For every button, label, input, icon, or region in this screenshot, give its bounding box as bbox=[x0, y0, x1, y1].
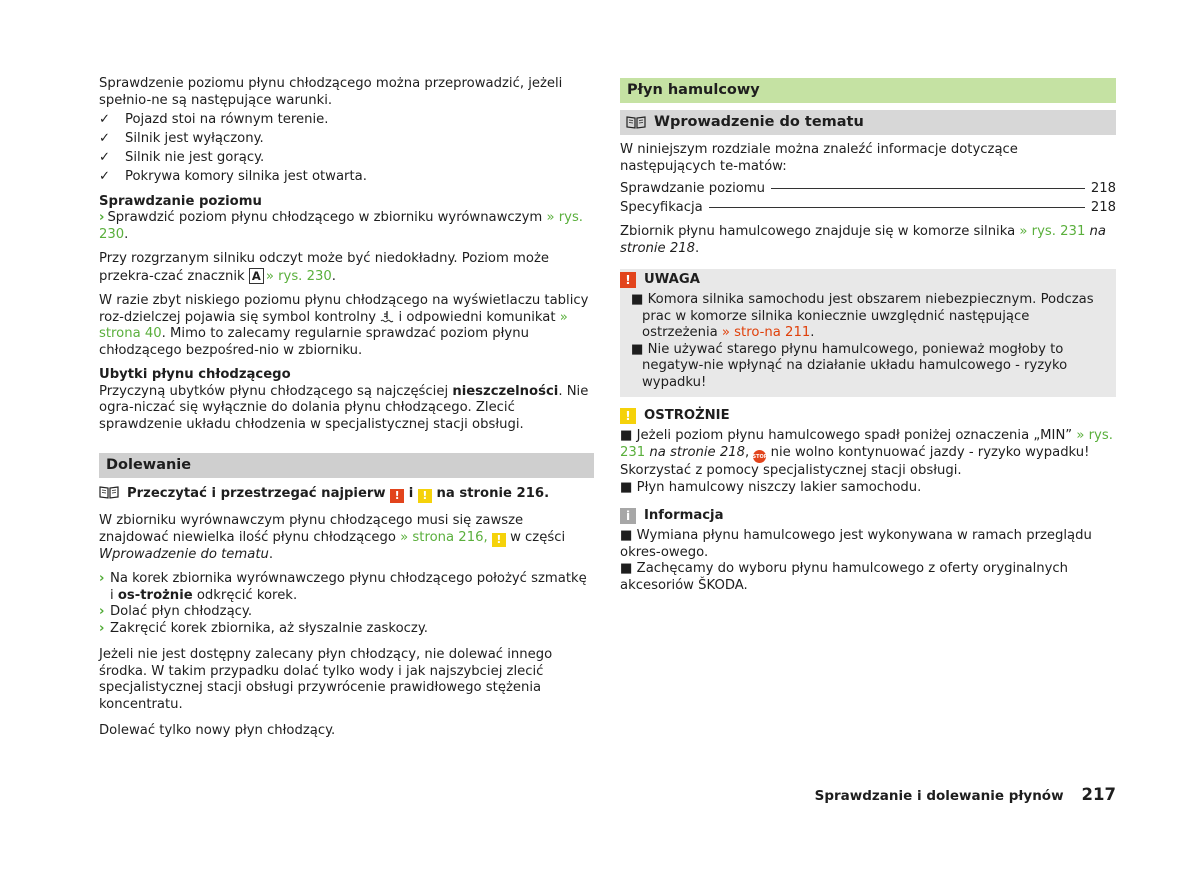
figure-link[interactable]: » rys. 231 bbox=[620, 428, 1113, 460]
caution-box bbox=[620, 407, 1116, 496]
list-item: ■ Jeżeli poziom płynu hamulcowego spadł poniżej oznaczenia „MIN” » rys. 231 na stronie 218, STOP nie wolno kontynuować jazdy - ryzyko wypadku! Skorzystać z pomocy specjalistycznej stacji obsługi. bbox=[620, 428, 1113, 479]
loss-paragraph: Przyczyną ubytków płynu chłodzącego są najczęściej nieszczelności. Nie ogra-niczać się wyłącznie do dolania płynu chłodzącego. Zlecić sprawdzenie układu chłodzenia w specjalistycznej stacji obsługi. bbox=[99, 383, 589, 432]
level-heading: Sprawdzanie poziomu bbox=[99, 193, 262, 209]
checklist bbox=[99, 112, 594, 186]
chevron-right-icon: › bbox=[99, 620, 105, 636]
figure-link[interactable]: » rys. 231 bbox=[1019, 224, 1086, 239]
figure-link[interactable]: » rys. 230 bbox=[265, 268, 332, 284]
page-link[interactable]: » strona 40 bbox=[99, 309, 568, 341]
figure-link[interactable]: » rys. 230 bbox=[99, 210, 584, 242]
list-item: › Na korek zbiornika wyrównawczego płynu chłodzącego położyć szmatkę i os-trożnie odkręcić korek. bbox=[99, 571, 587, 603]
caution-heading: ! OSTROŻNIE bbox=[620, 407, 1116, 425]
warning-box bbox=[620, 269, 1116, 397]
page-number: 217 bbox=[1081, 785, 1116, 804]
loss-heading: Ubytki płynu chłodzącego bbox=[99, 367, 291, 382]
section-header-dolewanie: Dolewanie bbox=[99, 453, 594, 478]
list-item: ■ Zachęcamy do wyboru płynu hamulcowego z oferty oryginalnych akcesoriów ŠKODA. bbox=[620, 561, 1069, 593]
page-link[interactable]: » stro-na 211 bbox=[721, 325, 811, 340]
info-box bbox=[620, 507, 1116, 594]
left-column bbox=[99, 76, 594, 740]
hot-engine-paragraph: Przy rozgrzanym silniku odczyt może być niedokładny. Poziom może przekra-czać znacznik A » rys. 230. bbox=[99, 251, 549, 284]
list-item: ✓ Silnik jest wyłączony. bbox=[99, 131, 264, 146]
list-item: ■ Płyn hamulcowy niszczy lakier samochodu. bbox=[620, 479, 922, 495]
list-item: ✓ Pokrywa komory silnika jest otwarta. bbox=[99, 169, 367, 184]
intro-paragraph: Sprawdzenie poziomu płynu chłodzącego można przeprowadzić, jeżeli spełnio-ne są następujące warunki. bbox=[99, 76, 563, 108]
chapter-title: Sprawdzanie i dolewanie płynów bbox=[814, 788, 1064, 804]
fallback-paragraph: Jeżeli nie jest dostępny zalecany płyn chłodzący, nie dolewać innego środka. W takim przypadku dolać tylko wody i jak najszybciej zlecić specjalistycznej stacji obsługi przywrócenie prawidłowego stężenia koncentratu. bbox=[99, 647, 553, 712]
chevron-right-icon: › bbox=[99, 571, 105, 586]
warning-icon: ! bbox=[390, 489, 404, 503]
location-paragraph: Zbiornik płynu hamulcowego znajduje się w komorze silnika » rys. 231 na stronie 218. bbox=[620, 224, 1106, 256]
book-icon bbox=[99, 486, 119, 499]
info-heading: i Informacja bbox=[620, 507, 1116, 525]
caution-icon: ! bbox=[620, 408, 636, 424]
topic-list bbox=[620, 181, 1116, 216]
new-only-paragraph: Dolewać tylko nowy płyn chłodzący. bbox=[99, 723, 336, 738]
warning-heading: ! UWAGA bbox=[620, 271, 1106, 289]
level-step: › Sprawdzić poziom płynu chłodzącego w zbiorniku wyrównawczym » rys. 230. bbox=[99, 210, 584, 242]
caution-icon: ! bbox=[492, 533, 506, 547]
caution-icon: ! bbox=[418, 489, 432, 503]
chevron-right-icon: › bbox=[99, 210, 105, 225]
list-item: › Dolać płyn chłodzący. bbox=[99, 604, 253, 619]
page-link[interactable]: » strona 216, bbox=[400, 529, 488, 545]
tank-paragraph: W zbiorniku wyrównawczym płynu chłodzącego musi się zawsze znajdować niewielka ilość płynu chłodzącego » strona 216, ! w części Wprowadzenie do tematu. bbox=[99, 513, 566, 562]
check-icon: ✓ bbox=[99, 150, 111, 165]
list-item: ■ Komora silnika samochodu jest obszarem niebezpiecznym. Podczas prac w komorze silnika koniecznie uwzględnić następujące ostrzeżenia » stro-na 211. bbox=[631, 292, 1094, 340]
low-level-paragraph: W razie zbyt niskiego poziomu płynu chłodzącego na wyświetlaczu tablicy roz-dzielczej pojawia się symbol kontrolny i odpowiedni komunikat » strona 40. Mimo to zalecamy regularnie sprawdzać poziom płynu chłodzącego bezpośred-nio w zbiorniku. bbox=[99, 293, 589, 358]
book-icon bbox=[626, 116, 646, 129]
chevron-right-icon: › bbox=[99, 604, 105, 619]
page-footer bbox=[815, 787, 1116, 805]
list-item: ■ Nie używać starego płynu hamulcowego, ponieważ mogłoby to negatyw-nie wpłynąć na działanie układu hamulcowego - ryzyko wypadku! bbox=[631, 341, 1068, 390]
toc-row[interactable]: Sprawdzanie poziomu 218 bbox=[620, 181, 1116, 196]
topic-intro: W niniejszym rozdziale można znaleźć informacje dotyczące następujących te-matów: bbox=[620, 142, 1018, 174]
refill-steps bbox=[99, 571, 594, 637]
marker-letter: A bbox=[249, 268, 264, 284]
stop-icon: STOP bbox=[753, 450, 766, 463]
toc-row[interactable]: Specyfikacja 218 bbox=[620, 199, 1116, 215]
list-item: ✓ Pojazd stoi na równym terenie. bbox=[99, 112, 329, 127]
warning-icon: ! bbox=[620, 272, 636, 288]
coolant-warning-icon bbox=[380, 310, 394, 323]
check-icon: ✓ bbox=[99, 131, 111, 146]
check-icon: ✓ bbox=[99, 169, 111, 184]
check-icon: ✓ bbox=[99, 112, 111, 127]
right-column bbox=[620, 78, 1116, 594]
read-first-line: Przeczytać i przestrzegać najpierw ! i ! na stronie 216. bbox=[99, 486, 594, 503]
intro-header: Wprowadzenie do tematu bbox=[620, 110, 1116, 135]
list-item: ■ Wymiana płynu hamulcowego jest wykonywana w ramach przeglądu okres-owego. bbox=[620, 528, 1092, 560]
list-item: ✓ Silnik nie jest gorący. bbox=[99, 150, 265, 165]
section-header-plyn-hamulcowy: Płyn hamulcowy bbox=[620, 78, 1116, 103]
info-icon: i bbox=[620, 508, 636, 524]
list-item: › Zakręcić korek zbiornika, aż słyszalnie zaskoczy. bbox=[99, 620, 428, 636]
